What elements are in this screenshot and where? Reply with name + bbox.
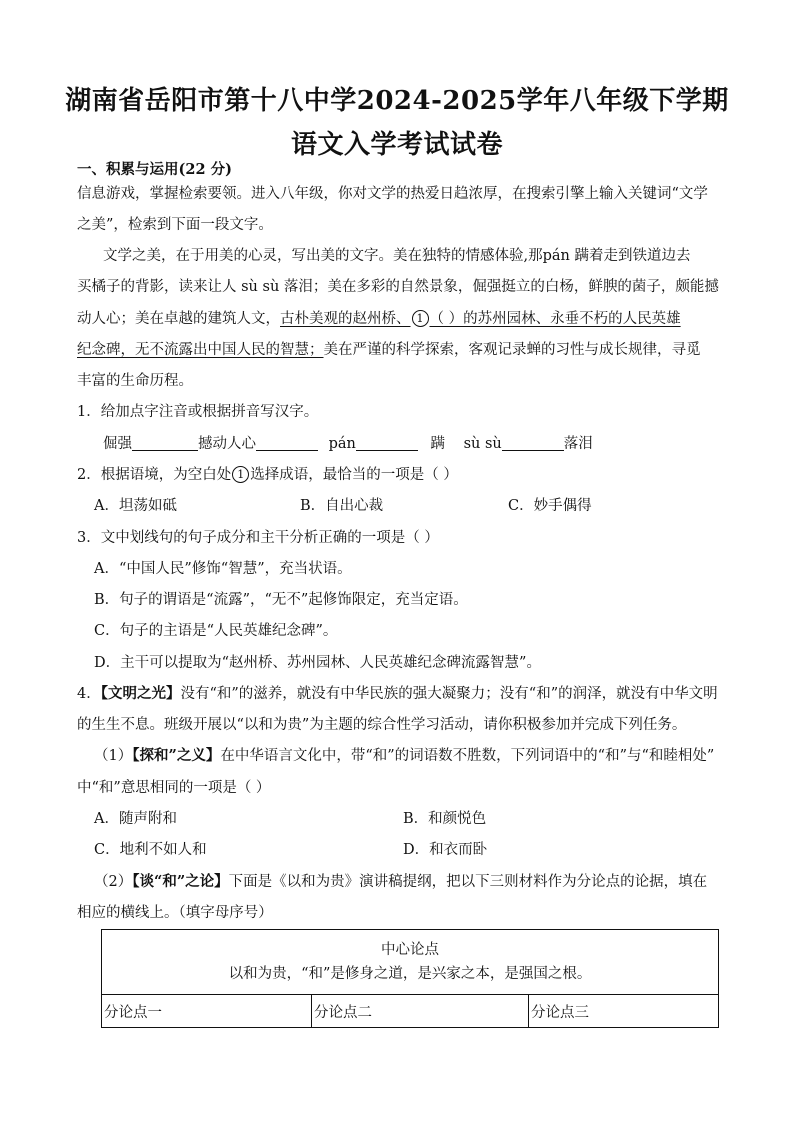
underlined-text: 古朴美观的赵州桥、 bbox=[280, 311, 411, 327]
passage-line: 丰富的生命历程。 bbox=[77, 373, 193, 389]
option-d[interactable]: D．和衣而卧 bbox=[403, 842, 488, 858]
subquestion-2-cont: 相应的横线上。（填字母序号） bbox=[77, 905, 273, 921]
underlined-sentence-end: 纪念碑，无不流露出中国人民的智慧； bbox=[77, 342, 324, 358]
center-argument-cell bbox=[102, 930, 719, 995]
sub-argument-1-cell[interactable]: 分论点一 bbox=[102, 995, 312, 1028]
passage-text: 美在严谨的科学探索，客观记录蝉的习性与成长规律，寻觅 bbox=[323, 342, 701, 358]
intro-text-cont: 之美”，检索到下面一段文字。 bbox=[77, 217, 273, 233]
word-item: 撼动人心 bbox=[198, 436, 256, 452]
exam-title-line2: 语文入学考试试卷 bbox=[290, 130, 503, 160]
intro-text: 信息游戏，掌握检索要领。进入八年级，你对文学的热爱日趋浓厚，在搜索引擎上输入关键词“文学 bbox=[77, 186, 708, 202]
option-b[interactable]: B．句子的谓语是“流露”，“无不”起修饰限定，充当定语。 bbox=[94, 592, 468, 608]
answer-blank[interactable] bbox=[356, 436, 418, 451]
option-b[interactable]: B．和颜悦色 bbox=[403, 811, 487, 827]
underlined-sentence bbox=[280, 311, 681, 327]
option-d[interactable]: D．主干可以提取为“赵州桥、苏州园林、人民英雄纪念碑流露智慧”。 bbox=[94, 655, 541, 671]
option-a[interactable]: A．随声附和 bbox=[94, 811, 177, 827]
answer-blank[interactable] bbox=[132, 436, 198, 451]
option-b[interactable]: B．自出心裁 bbox=[300, 498, 384, 514]
question-text: 选择成语，最恰当的一项是（ ） bbox=[250, 467, 458, 483]
passage-line: 文学之美，在于用美的心灵，写出美的文字。美在独特的情感体验,那pán 蹒着走到铁道边去 bbox=[103, 248, 691, 264]
center-argument-label: 中心论点 bbox=[381, 942, 439, 958]
question-2-stem bbox=[77, 465, 717, 485]
question-1-stem: 1．给加点字注音或根据拼音写汉字。 bbox=[77, 404, 319, 420]
question-text: 2．根据语境，为空白处 bbox=[77, 467, 232, 483]
word-item: 蹒 bbox=[430, 436, 445, 452]
exam-title-line1: 湖南省岳阳市第十八中学2024-2025学年八年级下学期 bbox=[65, 86, 729, 116]
sub-argument-2-cell[interactable]: 分论点二 bbox=[312, 995, 529, 1028]
sub-argument-3-cell[interactable]: 分论点三 bbox=[529, 995, 719, 1028]
word-item: 倔强 bbox=[103, 436, 132, 452]
passage-line: 买橘子的背影，读来让人 sù sù 落泪；美在多彩的自然景象，倔强挺立的白杨，鲜腴的菌子，颇能撼 bbox=[77, 279, 719, 295]
subquestion-1-cont: 中“和”意思相同的一项是（ ） bbox=[77, 780, 271, 796]
passage-text: 动人心；美在卓越的建筑人文， bbox=[77, 311, 280, 327]
question-1-items bbox=[103, 434, 743, 454]
section-tag: 【探和”之义】 bbox=[132, 747, 221, 764]
option-c[interactable]: C．句子的主语是“人民英雄纪念碑”。 bbox=[94, 623, 338, 639]
pinyin-item: sù sù bbox=[463, 436, 502, 452]
option-c[interactable]: C．妙手偶得 bbox=[508, 498, 592, 514]
subquestion-2 bbox=[94, 872, 734, 892]
answer-blank[interactable] bbox=[256, 436, 318, 451]
question-4-stem-cont: 的生生不息。班级开展以“以和为贵”为主题的综合性学习活动，请你积极参加并完成下列任务。 bbox=[77, 717, 687, 733]
option-a[interactable]: A．坦荡如砥 bbox=[94, 498, 177, 514]
passage-line bbox=[77, 309, 717, 329]
question-3-stem: 3．文中划线句的句子成分和主干分析正确的一项是（ ） bbox=[77, 530, 439, 546]
answer-blank[interactable] bbox=[502, 436, 564, 451]
sub-number: （1） bbox=[94, 748, 133, 764]
section-tag: 【文明之光】 bbox=[100, 685, 181, 702]
subquestion-1 bbox=[94, 746, 734, 766]
outline-table bbox=[101, 929, 719, 1028]
option-a[interactable]: A．“中国人民”修饰“智慧”，充当状语。 bbox=[94, 561, 352, 577]
section-heading: 一、积累与运用(22 分) bbox=[77, 161, 232, 178]
passage-line bbox=[77, 340, 717, 360]
underlined-text: （ ）的苏州园林、永垂不朽的人民英雄 bbox=[429, 311, 681, 327]
blank-marker-circle: 1 bbox=[412, 310, 429, 327]
blank-marker-circle: 1 bbox=[232, 466, 249, 483]
question-number: 4． bbox=[77, 686, 101, 702]
pinyin-item: pán bbox=[328, 436, 356, 452]
center-argument-text: 以和为贵，“和”是修身之道，是兴家之本，是强国之根。 bbox=[228, 966, 592, 982]
question-4-stem bbox=[77, 684, 717, 704]
word-item: 落泪 bbox=[563, 436, 593, 452]
question-text: 在中华语言文化中，带“和”的词语数不胜数，下列词语中的“和”与“和睦相处” bbox=[220, 748, 715, 764]
question-text: 下面是《以和为贵》演讲稿提纲，把以下三则材料作为分论点的论据，填在 bbox=[228, 874, 708, 890]
section-tag: 【谈“和”之论】 bbox=[132, 873, 229, 890]
option-c[interactable]: C．地利不如人和 bbox=[94, 842, 207, 858]
sub-number: （2） bbox=[94, 874, 133, 890]
question-text: 没有“和”的滋养，就没有中华民族的强大凝聚力；没有“和”的润泽，就没有中华文明 bbox=[180, 686, 718, 702]
